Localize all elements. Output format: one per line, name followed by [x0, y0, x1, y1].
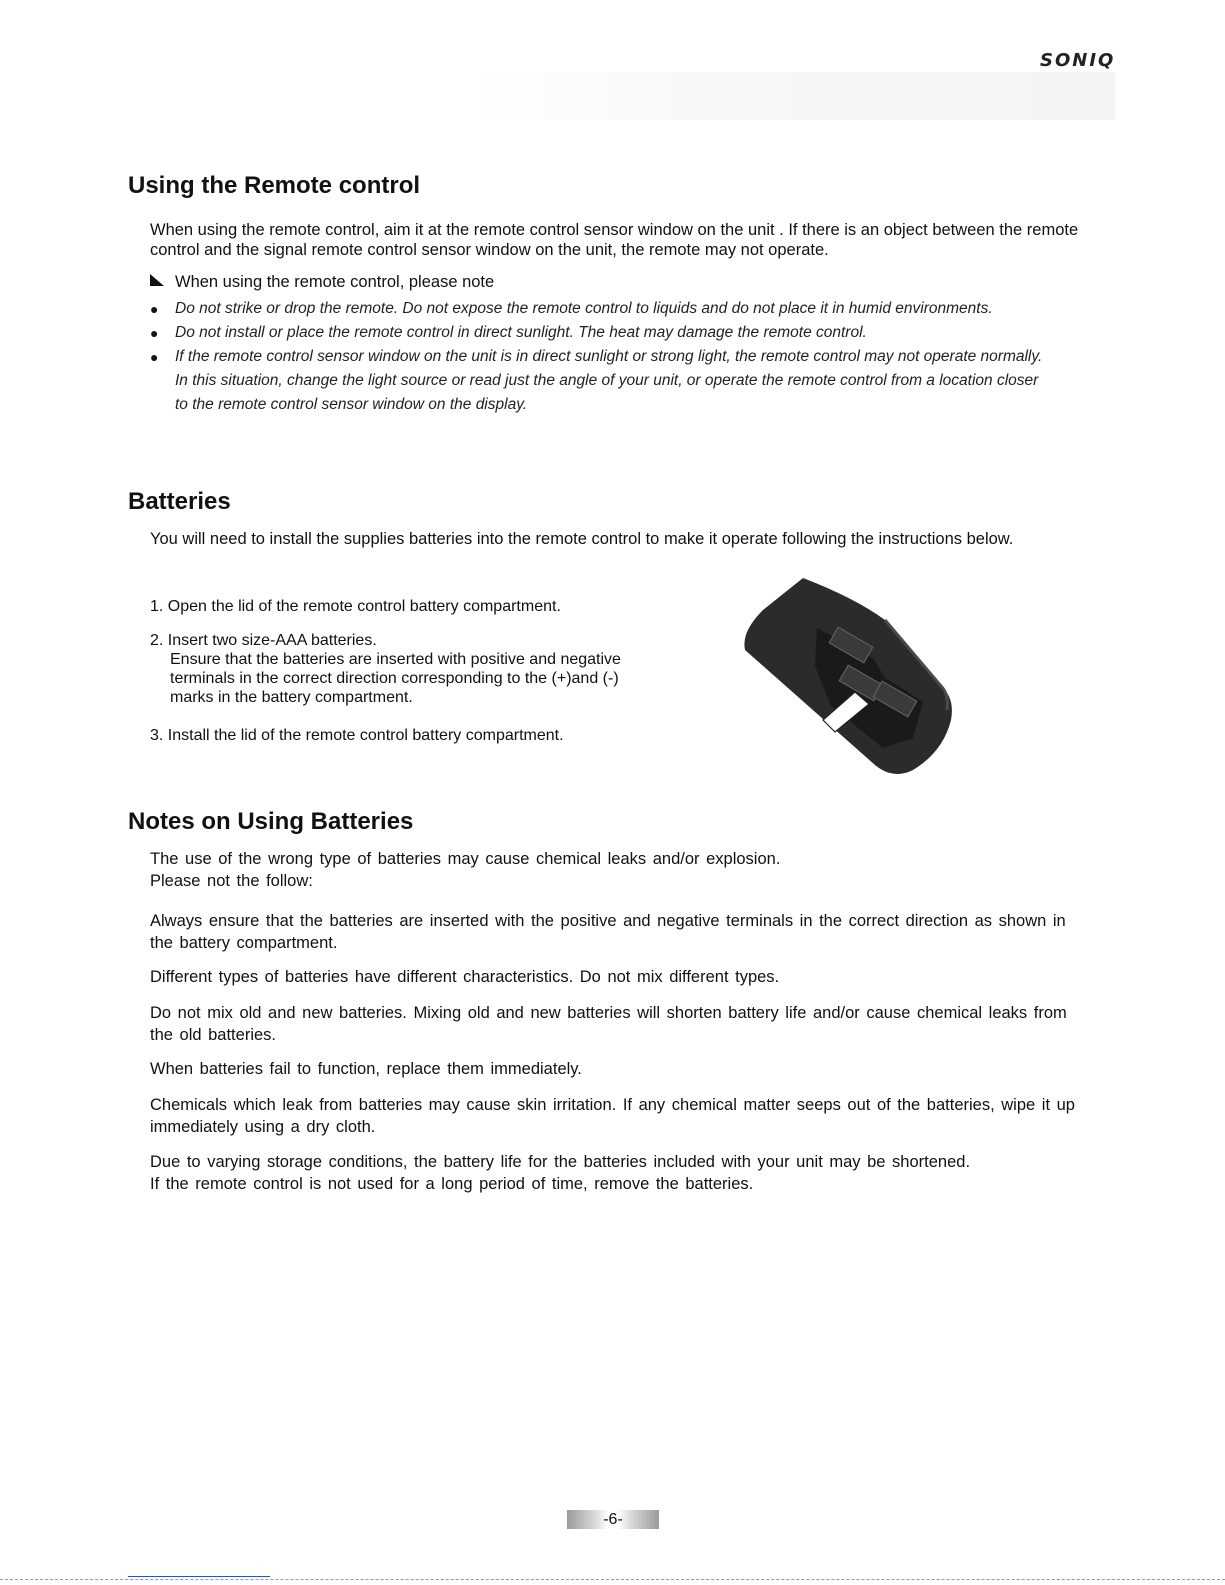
bullet-text: Do not install or place the remote control in direct sunlight. The heat may damage the remote control. — [175, 324, 867, 341]
note-lead: When using the remote control, please note — [175, 273, 495, 291]
step-number: 2. — [150, 632, 164, 649]
step-number: 1. — [150, 598, 164, 615]
step-text: Insert two size-AAA batteries. — [167, 632, 377, 649]
batteries-intro: You will need to install the supplies batteries into the remote control to make it operate following the instructions below. — [150, 530, 1014, 548]
remote-battery-illustration — [735, 570, 965, 785]
notes-paragraph: If the remote control is not used for a long period of time, remove the batteries. — [150, 1175, 754, 1193]
step-number: 3. — [150, 727, 164, 744]
notes-paragraph: Different types of batteries have different characteristics. Do not mix different types. — [150, 968, 780, 986]
list-item — [150, 297, 1065, 321]
step-text: Open the lid of the remote control battery compartment. — [167, 598, 561, 615]
remote-bullet-list — [150, 297, 1065, 417]
page-number: -6- — [567, 1510, 659, 1529]
list-item — [150, 321, 1065, 345]
step-subtext: Ensure that the batteries are inserted with positive and negative terminals in the correct direction corresponding to the (+)and (-) marks in the battery compartment. — [170, 651, 621, 706]
bullet-icon: ● — [150, 349, 159, 365]
notes-paragraph: When batteries fail to function, replace them immediately. — [150, 1060, 582, 1078]
step-text: Install the lid of the remote control battery compartment. — [167, 727, 564, 744]
bullet-text: Do not strike or drop the remote. Do not expose the remote control to liquids and do not place it in humid environments. — [175, 300, 993, 317]
notes-paragraph: Due to varying storage conditions, the battery life for the batteries included with your unit may be shortened. — [150, 1153, 971, 1171]
section-title-batteries: Batteries — [128, 488, 231, 515]
bullet-icon: ● — [150, 325, 159, 341]
bullet-icon: ● — [150, 301, 159, 317]
header-band — [470, 72, 1115, 120]
section-title-notes: Notes on Using Batteries — [128, 808, 414, 835]
battery-step-1 — [150, 597, 650, 616]
footer-link-underline — [128, 1576, 270, 1577]
bullet-text: If the remote control sensor window on the unit is in direct sunlight or strong light, the remote control may not operate normally. In this situation, change the light source or read just the angle of your unit, or operate the remote control from a location closer to the remote control sensor window on the display. — [175, 348, 1043, 413]
notes-paragraph: Do not mix old and new batteries. Mixing old and new batteries will shorten battery life and/or cause chemical leaks from the old batteries. — [150, 1004, 1067, 1044]
remote-intro: When using the remote control, aim it at the remote control sensor window on the unit . If there is an object between the remote control and the signal remote control sensor window on the unit, the remote may not operate. — [150, 221, 1079, 259]
section-title-remote: Using the Remote control — [128, 172, 421, 199]
notes-paragraph: Chemicals which leak from batteries may cause skin irritation. If any chemical matter seeps out of the batteries, wipe it up immediately using a dry cloth. — [150, 1096, 1075, 1136]
battery-step-3 — [150, 726, 650, 745]
notes-paragraph: Please not the follow: — [150, 872, 313, 890]
note-lead-row — [150, 272, 1100, 292]
brand-logo: SONIQ — [1040, 50, 1116, 71]
notes-paragraph: The use of the wrong type of batteries may cause chemical leaks and/or explosion. — [150, 850, 781, 868]
arrow-icon — [150, 273, 175, 291]
footer-divider — [0, 1579, 1225, 1580]
list-item — [150, 345, 1065, 417]
battery-step-2 — [150, 631, 650, 707]
notes-paragraph: Always ensure that the batteries are inserted with the positive and negative terminals in the correct direction as shown in the battery compartment. — [150, 912, 1066, 952]
